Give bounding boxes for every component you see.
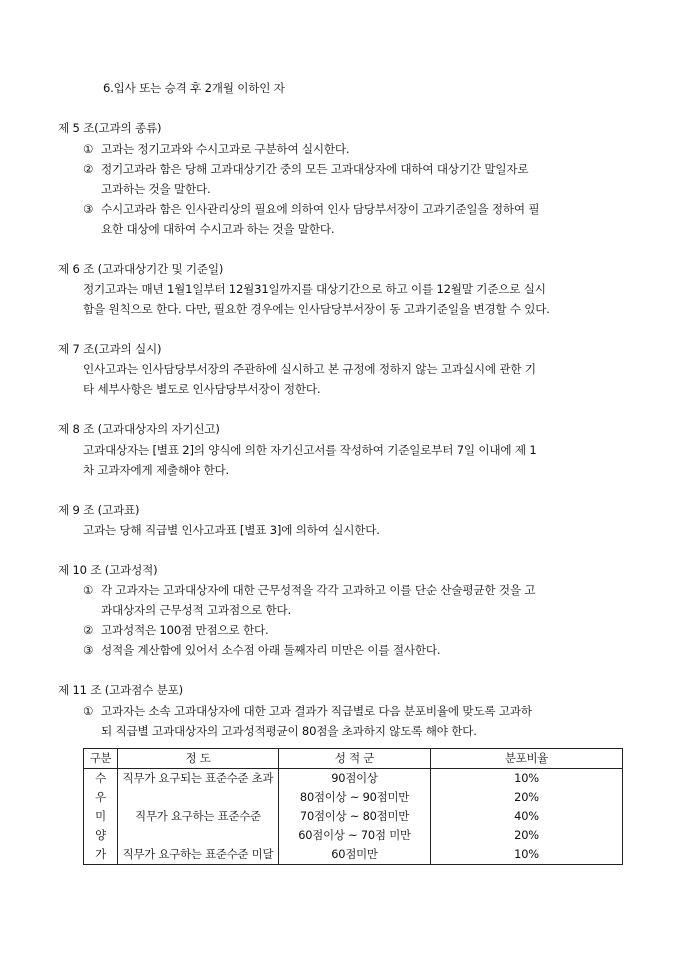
category-char: 가 <box>84 845 118 865</box>
article-8-heading: 제 8 조 (고과대상자의 자기신고) <box>58 422 220 436</box>
article-5-item-1-text: 고과는 정기고과와 수시고과로 구분하여 실시한다. <box>101 142 350 156</box>
level-cell <box>118 788 279 807</box>
article-9-heading: 제 9 조 (고과표) <box>58 503 140 517</box>
article-7-heading: 제 7 조(고과의 실시) <box>58 342 162 356</box>
level-cell: 직무가 요구하는 표준수준 <box>118 807 279 826</box>
article-10-item-1-number: ① <box>83 583 94 597</box>
category-char: 우 <box>84 788 118 807</box>
article-10-item-3-text: 성적을 계산함에 있어서 소수점 아래 둘째자리 미만은 이를 절사한다. <box>101 643 441 657</box>
article-6-text: 함을 원칙으로 한다. 다만, 필요한 경우에는 인사담당부서장이 동 고과기준일을 변경할 수 있다. <box>83 302 550 316</box>
level-cell: 직무가 요구하는 표준수준 미달 <box>118 845 279 865</box>
table-row <box>84 845 623 865</box>
ratio-cell: 10% <box>431 845 623 865</box>
article-5-item-3-number: ③ <box>83 202 94 216</box>
score-group-cell: 60점이상 ~ 70점 미만 <box>279 826 431 845</box>
score-group-cell: 80점이상 ~ 90점미만 <box>279 788 431 807</box>
article-5-item-1-number: ① <box>83 142 94 156</box>
article-9-text: 고과는 당해 직급별 인사고과표 [별표 3]에 의하여 실시한다. <box>83 523 380 537</box>
article-8-text: 차 고과자에게 제출해야 한다. <box>83 463 229 477</box>
header-category: 구분 <box>84 749 118 769</box>
table-header-row <box>84 749 623 769</box>
article-5-heading: 제 5 조(고과의 종류) <box>58 121 162 135</box>
level-cell: 직무가 요구되는 표준수준 초과 <box>118 769 279 789</box>
article-10-heading: 제 10 조 (고과성적) <box>58 563 158 577</box>
header-score-group: 성 적 군 <box>279 749 431 769</box>
ratio-cell: 20% <box>431 788 623 807</box>
article-11-item-1-text: 고과자는 소속 고과대상자에 대한 고과 결과가 직급별로 다음 분포비율에 맞도록 고과하 <box>101 704 532 718</box>
article-10-item-2-number: ② <box>83 623 94 637</box>
category-char: 미 <box>84 807 118 826</box>
list-item-6: 6.입사 또는 승격 후 2개월 이하인 자 <box>103 81 285 95</box>
article-10-item-2-text: 고과성적은 100점 만점으로 한다. <box>101 623 269 637</box>
article-5-item-2-text: 정기고과라 함은 당해 고과대상기간 중의 모든 고과대상자에 대하여 대상기간 말일자로 <box>101 162 529 176</box>
table-row <box>84 769 623 789</box>
table-row <box>84 807 623 826</box>
score-group-cell: 90점이상 <box>279 769 431 789</box>
category-char: 양 <box>84 826 118 845</box>
article-5-item-3-text: 수시고과라 함은 인사관리상의 필요에 의하여 인사 담당부서장이 고과기준일을 정하여 필 <box>101 202 540 216</box>
header-ratio: 분포비율 <box>431 749 623 769</box>
article-11-item-1-number: ① <box>83 704 94 718</box>
level-cell <box>118 826 279 845</box>
ratio-cell: 10% <box>431 769 623 789</box>
score-group-cell: 60점미만 <box>279 845 431 865</box>
table-row <box>84 788 623 807</box>
article-5-item-3-text: 요한 대상에 대하여 수시고과 하는 것을 말한다. <box>101 222 335 236</box>
article-8-text: 고과대상자는 [별표 2]의 양식에 의한 자기신고서를 작성하여 기준일로부터 7일 이내에 제 1 <box>83 443 537 457</box>
header-level: 정 도 <box>118 749 279 769</box>
article-10-item-1-text: 과대상자의 근무성적 고과점으로 한다. <box>101 603 291 617</box>
article-10-item-1-text: 각 고과자는 고과대상자에 대한 근무성적을 각각 고과하고 이를 단순 산술평균한 것을 고 <box>101 583 536 597</box>
article-6-text: 정기고과는 매년 1월1일부터 12월31일까지를 대상기간으로 하고 이를 12월말 기준으로 실시 <box>83 282 546 296</box>
article-5-item-2-text: 고과하는 것을 말한다. <box>101 182 211 196</box>
score-group-cell: 70점이상 ~ 80점미만 <box>279 807 431 826</box>
article-11-item-1-text: 되 직급별 고과대상자의 고과성적평균이 80점을 초과하지 않도록 해야 한다. <box>101 724 477 738</box>
ratio-cell: 20% <box>431 826 623 845</box>
article-11-heading: 제 11 조 (고과점수 분포) <box>58 683 183 697</box>
distribution-table <box>83 748 623 865</box>
article-6-heading: 제 6 조 (고과대상기간 및 기준일) <box>58 262 224 276</box>
ratio-cell: 40% <box>431 807 623 826</box>
article-5-item-2-number: ② <box>83 162 94 176</box>
table-row <box>84 826 623 845</box>
article-10-item-3-number: ③ <box>83 643 94 657</box>
article-7-text: 타 세부사항은 별도로 인사담당부서장이 정한다. <box>83 382 321 396</box>
category-char: 수 <box>84 769 118 789</box>
article-7-text: 인사고과는 인사담당부서장의 주관하에 실시하고 본 규정에 정하지 않는 고과실시에 관한 기 <box>83 362 536 376</box>
